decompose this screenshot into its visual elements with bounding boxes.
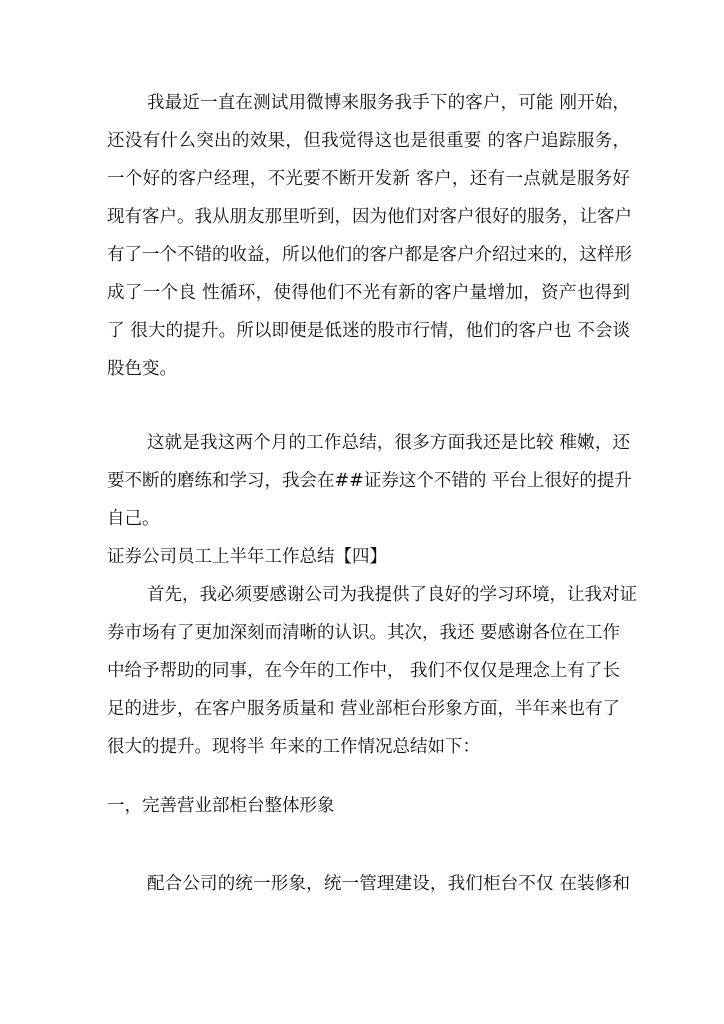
text-line: 还没有什么突出的效果，但我觉得这也是很重要 的客户追踪服务，: [107, 131, 630, 151]
text-line: 中给予帮助的同事，在今年的工作中， 我们不仅仅是理念上有了长: [107, 661, 621, 681]
text-line: 一个好的客户经理，不光要不断开发新 客户，还有一点就是服务好: [107, 169, 630, 189]
text-line: 很大的提升。现将半 年来的工作情况总结如下：: [107, 737, 481, 757]
text-line: 成了一个良 性循环，使得他们不光有新的客户量增加，资产也得到: [107, 283, 630, 303]
text-line: 这就是我这两个月的工作总结，很多方面我还是比较 稚嫩，还: [147, 433, 630, 453]
text-line: 了 很大的提升。所以即便是低迷的股市行情，他们的客户也 不会谈: [107, 321, 630, 341]
subheading: 一，完善营业部柜台整体形象: [107, 796, 335, 816]
text-line: 有了一个不错的收益，所以他们的客户都是客户介绍过来的，这样形: [107, 245, 632, 265]
section-title: 证券公司员工上半年工作总结【四】: [107, 547, 387, 567]
text-line: 要不断的磨练和学习，我会在##证券这个不错的 平台上很好的提升: [107, 471, 632, 491]
text-line: 配合公司的统一形象，统一管理建设，我们柜台不仅 在装修和: [147, 874, 630, 894]
text-line: 自己。: [107, 509, 160, 529]
text-line: 足的进步，在客户服务质量和 营业部柜台形象方面，半年来也有了: [107, 699, 621, 719]
text-line: 首先，我必须要感谢公司为我提供了良好的学习环境，让我对证: [147, 585, 637, 605]
text-line: 现有客户。我从朋友那里听到，因为他们对客户很好的服务，让客户: [107, 207, 632, 227]
text-line: 股色变。: [107, 359, 177, 379]
text-line: 券市场有了更加深刻而清晰的认识。其次，我还 要感谢各位在工作: [107, 623, 621, 643]
text-line: 我最近一直在测试用微博来服务我手下的客户，可能 刚开始，: [147, 93, 630, 113]
